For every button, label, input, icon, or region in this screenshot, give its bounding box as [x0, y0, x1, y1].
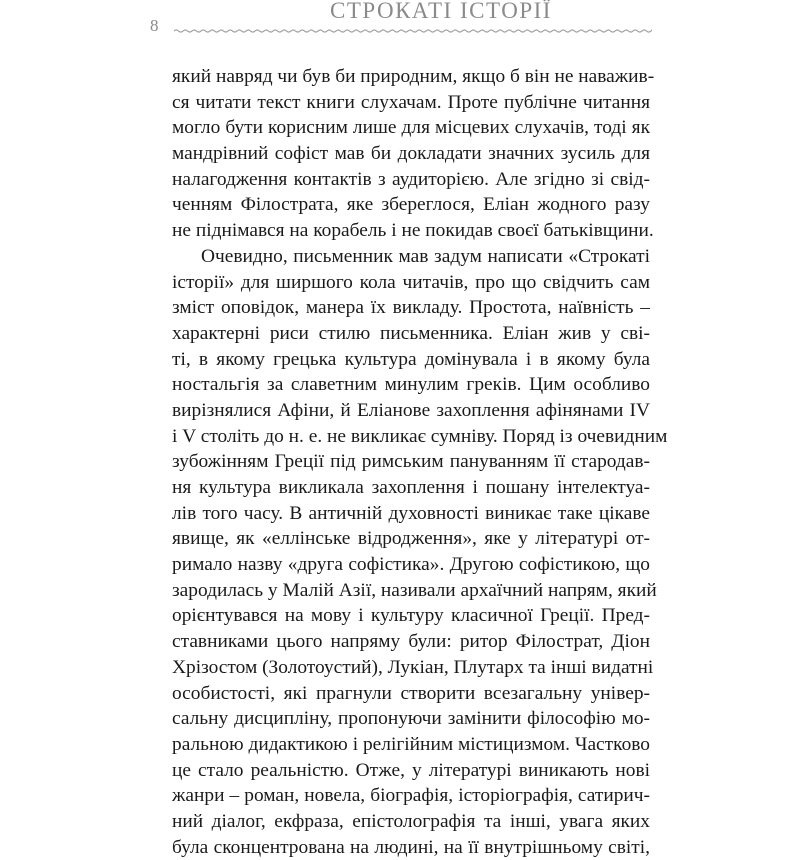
text-line: який навряд чи був би природним, якщо б він не наважив- [172, 66, 655, 87]
text-line: сальну дисципліну, пропонуючи замінити філософію мо- [172, 708, 650, 730]
text-line: налагодження контактів з аудиторією. Але згідно зі свід- [172, 168, 650, 190]
text-line: зміст оповідок, манера їх викладу. Простота, наївність – [172, 297, 650, 319]
text-line: римало назву «друга софістика». Другою софістикою, що [172, 554, 650, 576]
text-line: історії» для ширшого кола читачів, про що свідчить сам [172, 271, 650, 293]
wavy-rule-divider [174, 26, 652, 36]
body-text [172, 64, 668, 860]
text-line: ний діалог, екфраза, епістолографія та інші, увага яких [172, 810, 650, 832]
text-line: ральною дидактикою і релігійним містицизмом. Частково [172, 733, 650, 755]
text-line: особистості, які прагнули створити всезагальну універ- [172, 682, 650, 704]
text-line: ті, в якому грецька культура домінувала і в якому була [172, 348, 650, 370]
text-line: ня культура викликала захоплення і пошану інтелектуа- [172, 477, 650, 498]
text-line: Хрізостом (Золотоустий), Лукіан, Плутарх та інші видатні [172, 656, 654, 678]
text-line: орієнтувався на мову і культуру класичної Греції. Пред- [172, 605, 650, 627]
text-line: зародилась у Малій Азії, називали архаїчний напрям, який [172, 579, 657, 601]
text-line: могло бути корисним лише для місцевих слухачів, тоді як [172, 117, 650, 139]
text-line: жанри – роман, новела, біографія, історіографія, сатирич- [172, 785, 650, 807]
text-line: вирізнялися Афіни, й Еліанове захоплення афінянами IV [172, 399, 650, 421]
text-line: не піднімався на корабель і не покидав своєї батьківщини. [172, 220, 654, 242]
text-line: ставниками цього напряму були: ритор Філострат, Діон [172, 631, 650, 653]
text-line: мандрівний софіст мав би докладати значних зусиль для [172, 143, 650, 165]
running-title: СТРОКАТІ ІСТОРІЇ [330, 0, 552, 23]
text-line: характерні риси стилю письменника. Еліан жив у сві- [172, 322, 650, 344]
text-line: лів того часу. В античній духовності виникає таке цікаве [172, 502, 650, 524]
text-line: і V століть до н. е. не викликає сумніву. Поряд із очевидним [172, 425, 668, 447]
text-line: ченням Філострата, яке збереглося, Еліан жодного разу [172, 194, 650, 216]
text-line: була сконцентрована на людині, на її внутрішньому світі, [172, 836, 650, 858]
text-line: зубожінням Греції під римським пануванням її стародав- [172, 451, 650, 473]
text-line: ностальгія за славетним минулим греків. Цим особливо [172, 374, 650, 396]
text-line: явище, як «еллінське відродження», яке у літературі от- [172, 528, 650, 550]
text-line: це стало реальністю. Отже, у літературі виникають нові [172, 759, 650, 781]
running-head [0, 0, 800, 44]
text-line: ся читати текст книги слухачам. Проте публічне читання [172, 91, 650, 113]
paragraph-start-line: Очевидно, письменник мав задум написати «Строкаті [201, 245, 650, 267]
page-number: 8 [150, 16, 159, 35]
